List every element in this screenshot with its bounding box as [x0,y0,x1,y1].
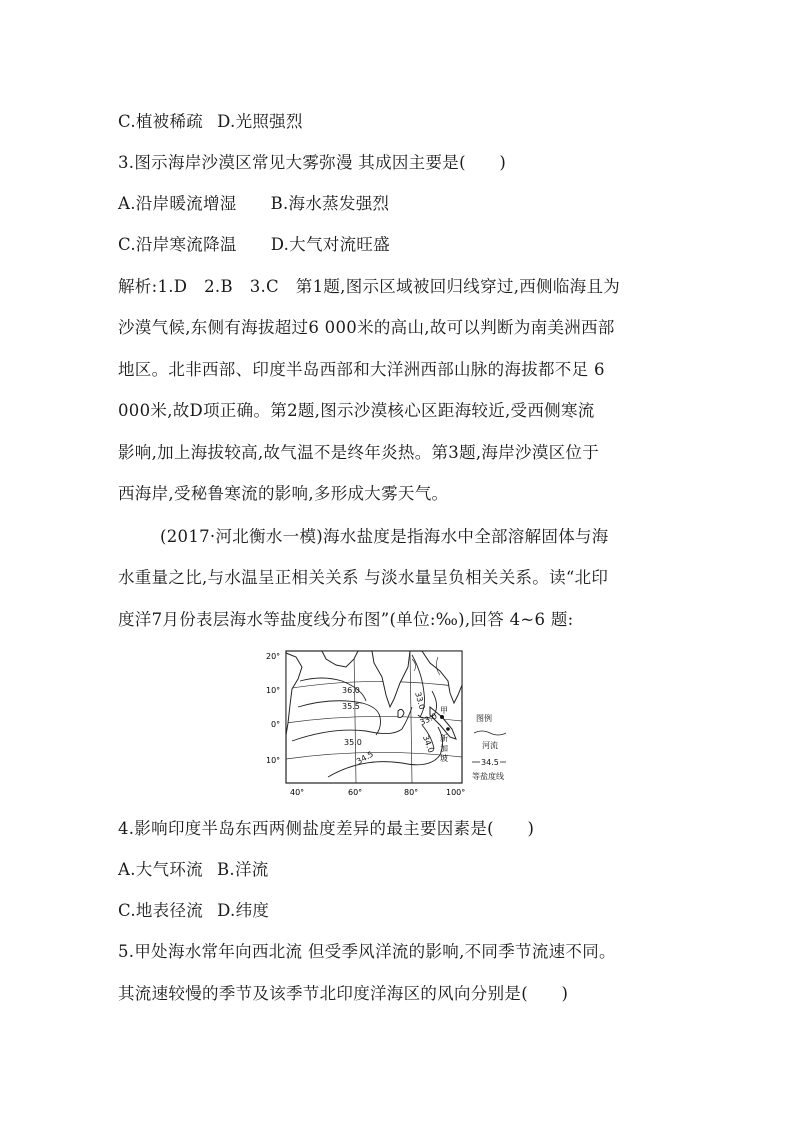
q3-options-ab [118,190,389,214]
q5-stem-line-2: 其流速较慢的季节及该季节北印度洋海区的风向分别是( ) [118,984,569,1003]
legend-isoline-value: 34.5 [481,758,499,767]
legend [472,713,506,781]
isohaline-label-33-upper: 33.0 [413,690,427,711]
lat-label-20n: 20° [266,652,281,661]
q4-stem: 4.影响印度半岛东西两侧盐度差异的最主要因素是( ) [118,819,535,838]
intro-line-1: (2017·河北衡水一模)海水盐度是指海水中全部溶解固体与海 [160,527,609,546]
q2-options-line [118,108,303,132]
analysis-line-3: 地区。北非西部、印度半岛西部和大洋洲西部山脉的海拔都不足 6 [118,360,605,379]
q3-options-cd [118,231,390,255]
q4-options-ab [118,856,269,880]
isohaline-label-35: 35.0 [344,738,362,747]
q5-stem-line-1: 5.甲处海水常年向西北流 但受季风洋流的影响,不同季节流速不同。 [118,942,616,961]
africa-coast [286,653,302,735]
legend-river-symbol [474,731,506,735]
intro-line-2: 水重量之比,与水温呈正相关关系 与淡水量呈负相关关系。读“北印 [118,568,609,587]
q4-option-c: C.地表径流 [118,901,204,920]
isohaline-label-35-5: 35.5 [342,702,360,711]
india-land [372,651,410,707]
q3-stem: 3.图示海岸沙漠区常见大雾弥漫 其成因主要是( ) [118,153,507,172]
land [286,651,462,739]
arabia-land [322,651,358,667]
place-singapore-2: 加 [440,744,448,753]
legend-river-label: 河流 [482,741,498,750]
salinity-map-figure [262,645,524,797]
place-jia: 甲 [440,706,448,715]
analysis-line-4: 000米,故D项正确。第2题,图示沙漠核心区距海较近,受西侧寒流 [118,401,595,420]
q2-option-c: C.植被稀疏 [118,112,204,131]
q3-option-b: B.海水蒸发强烈 [270,194,390,213]
q3-option-d: D.大气对流旺盛 [270,235,390,254]
analysis-line-1: 解析:1.D 2.B 3.C 第1题,图示区域被回归线穿过,西侧临海且为 [118,277,621,296]
sri-lanka [398,709,404,717]
legend-isoline-label: 等盐度线 [472,772,504,781]
q3-option-c: C.沿岸寒流降温 [118,235,237,254]
isohaline-label-33-lower: 33.0 [418,711,439,728]
q2-option-d: D.光照强烈 [217,112,303,131]
lat-label-10n: 10° [266,686,281,695]
analysis-line-5: 影响,加上海拔较高,故气温不是终年炎热。第3题,海岸沙漠区位于 [118,443,600,462]
place-singapore-1: 新 [440,734,448,743]
q4-option-d: D.纬度 [217,901,270,920]
lon-label-80e: 80° [404,788,419,797]
lat-label-10s: 10° [266,756,281,765]
q3-option-a: A.沿岸暖流增湿 [118,194,237,213]
legend-title: 图例 [476,714,492,723]
lon-label-60e: 60° [348,788,363,797]
place-singapore-3: 坡 [440,754,448,763]
intro-line-3: 度洋7月份表层海水等盐度线分布图”(单位:‰),回答 4~6 题: [118,610,574,629]
isohaline-label-34-5: 34.5 [355,749,375,767]
lon-label-100e: 100° [446,788,466,797]
isohaline-34-5 [328,727,443,777]
analysis-line-2: 沙漠气候,东侧有海拔超过6 000米的高山,故可以判断为南美洲西部 [118,318,615,337]
analysis-line-6: 西海岸,受秘鲁寒流的影响,多形成大雾天气。 [118,484,449,503]
lat-line-10n [286,681,462,689]
q4-option-a: A.大气环流 [118,860,203,879]
jia-point [440,715,444,719]
lon-label-40e: 40° [290,788,305,797]
isohaline-label-34: 34.0 [420,734,436,755]
q4-option-b: B.洋流 [216,860,269,879]
isohaline-35 [292,707,412,741]
lat-label-0: 0° [271,720,281,729]
indochina-land [422,651,462,703]
q4-options-cd [118,897,269,921]
singapore-point [446,727,450,731]
isohaline-label-36: 36.0 [342,686,360,695]
